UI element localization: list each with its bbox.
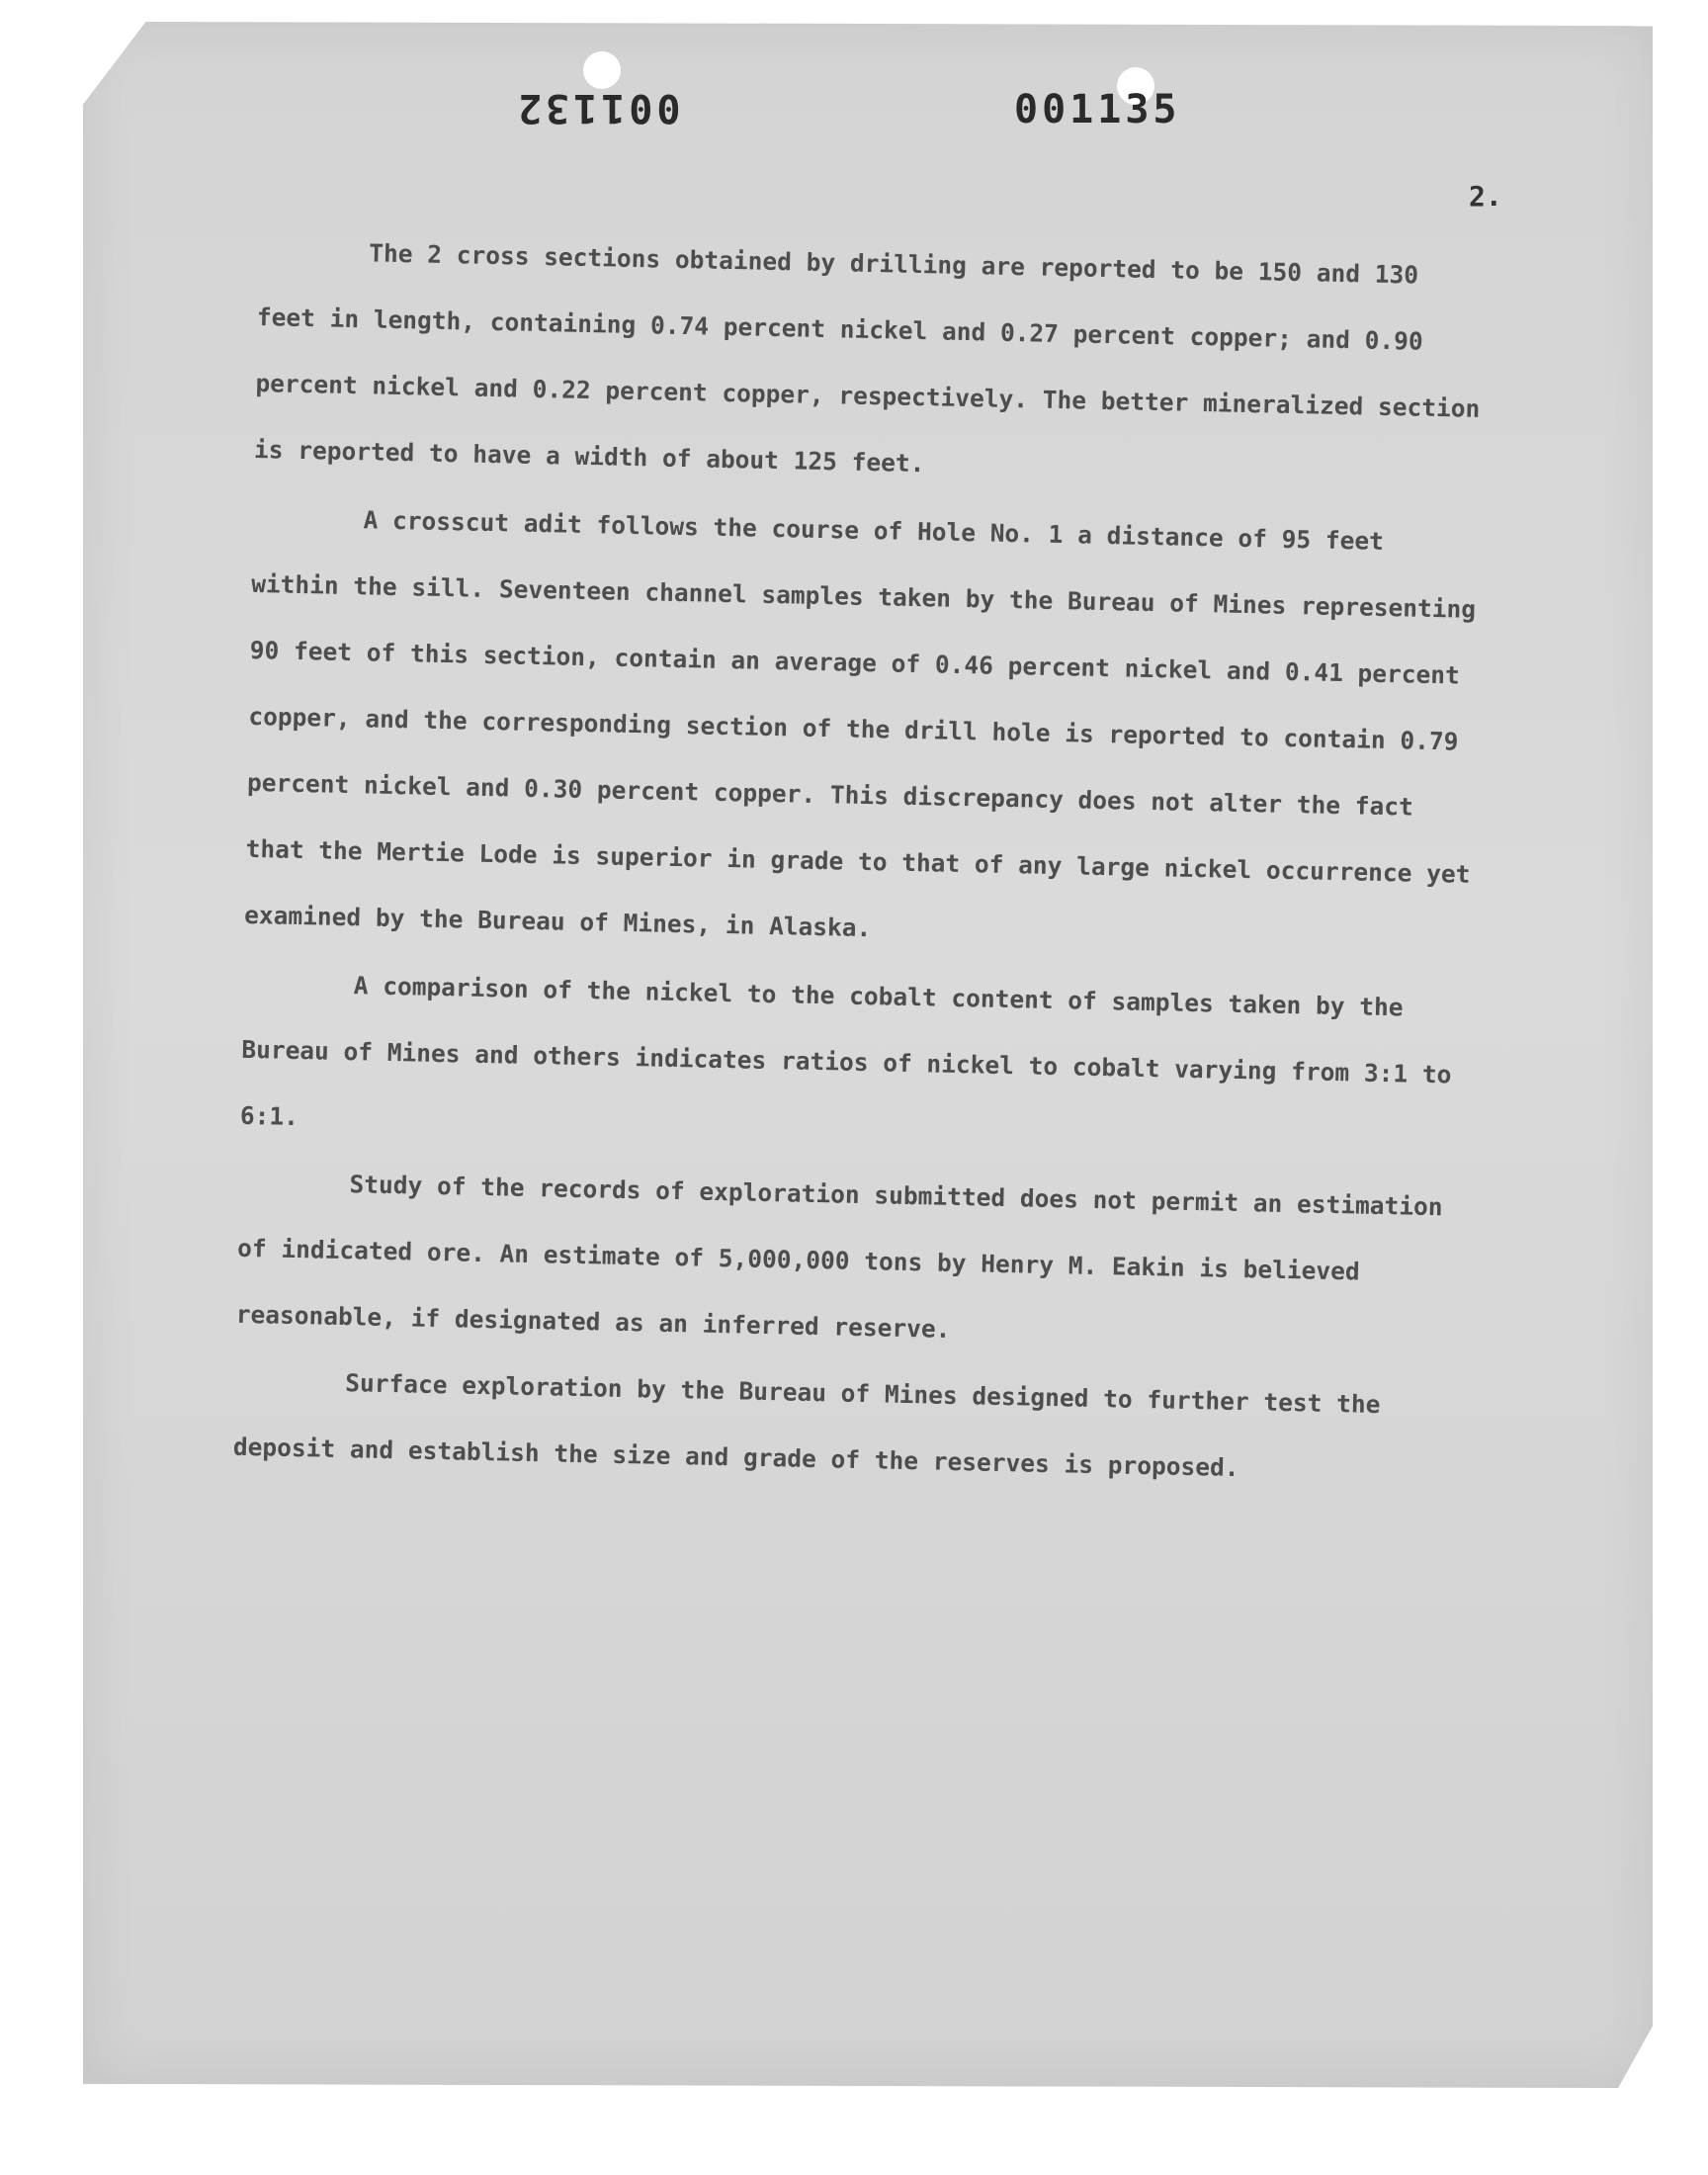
paragraph-drill-sections: The 2 cross sections obtained by drilling are reported to be 150 and 130 feet in length, containing 0.74 percent nickel and 0.27 percent copper; and 0.90 percent nickel and 0.22 percent copper, respectively. The better mineralized section is reported to have a width of about 125 feet. [253, 238, 1481, 478]
document-code-right: 001135 [1014, 87, 1181, 132]
paragraph-surface-exploration: Surface exploration by the Bureau of Mines designed to further test the deposit and establish the size and grade of the reserves is proposed. [232, 1368, 1381, 1483]
page-number: 2. [1469, 180, 1502, 213]
paragraph-nickel-cobalt-ratio: A comparison of the nickel to the cobalt content of samples taken by the Bureau of Mines and others indicates ratios of nickel to cobalt varying from 3:1 to 6:1. [239, 971, 1452, 1132]
paragraph-crosscut-adit: A crosscut adit follows the course of Hole No. 1 a distance of 95 feet within the sill. Seventeen channel samples taken by the Bureau of Mines representing 90 feet of this section, contain an average of 0.46 percent nickel and 0.41 percent copper, and the corresponding section of the drill hole is reported to contain 0.79 percent nickel and 0.30 percent copper. This discrepancy does not alter the fact that the Mertie Lode is superior in grade to that of any large nickel occurrence yet examined by the Bureau of Mines, in Alaska. [243, 505, 1477, 943]
document-body [232, 218, 1484, 1506]
punch-hole [583, 51, 621, 89]
paragraph-ore-estimate: Study of the records of exploration submitted does not permit an estimation of indicated ore. An estimate of 5,000,000 tons by Henry M. Eakin is believed reasonable, if designated as an inferred reserve. [235, 1170, 1443, 1344]
document-code-left: 001132 [514, 85, 681, 130]
